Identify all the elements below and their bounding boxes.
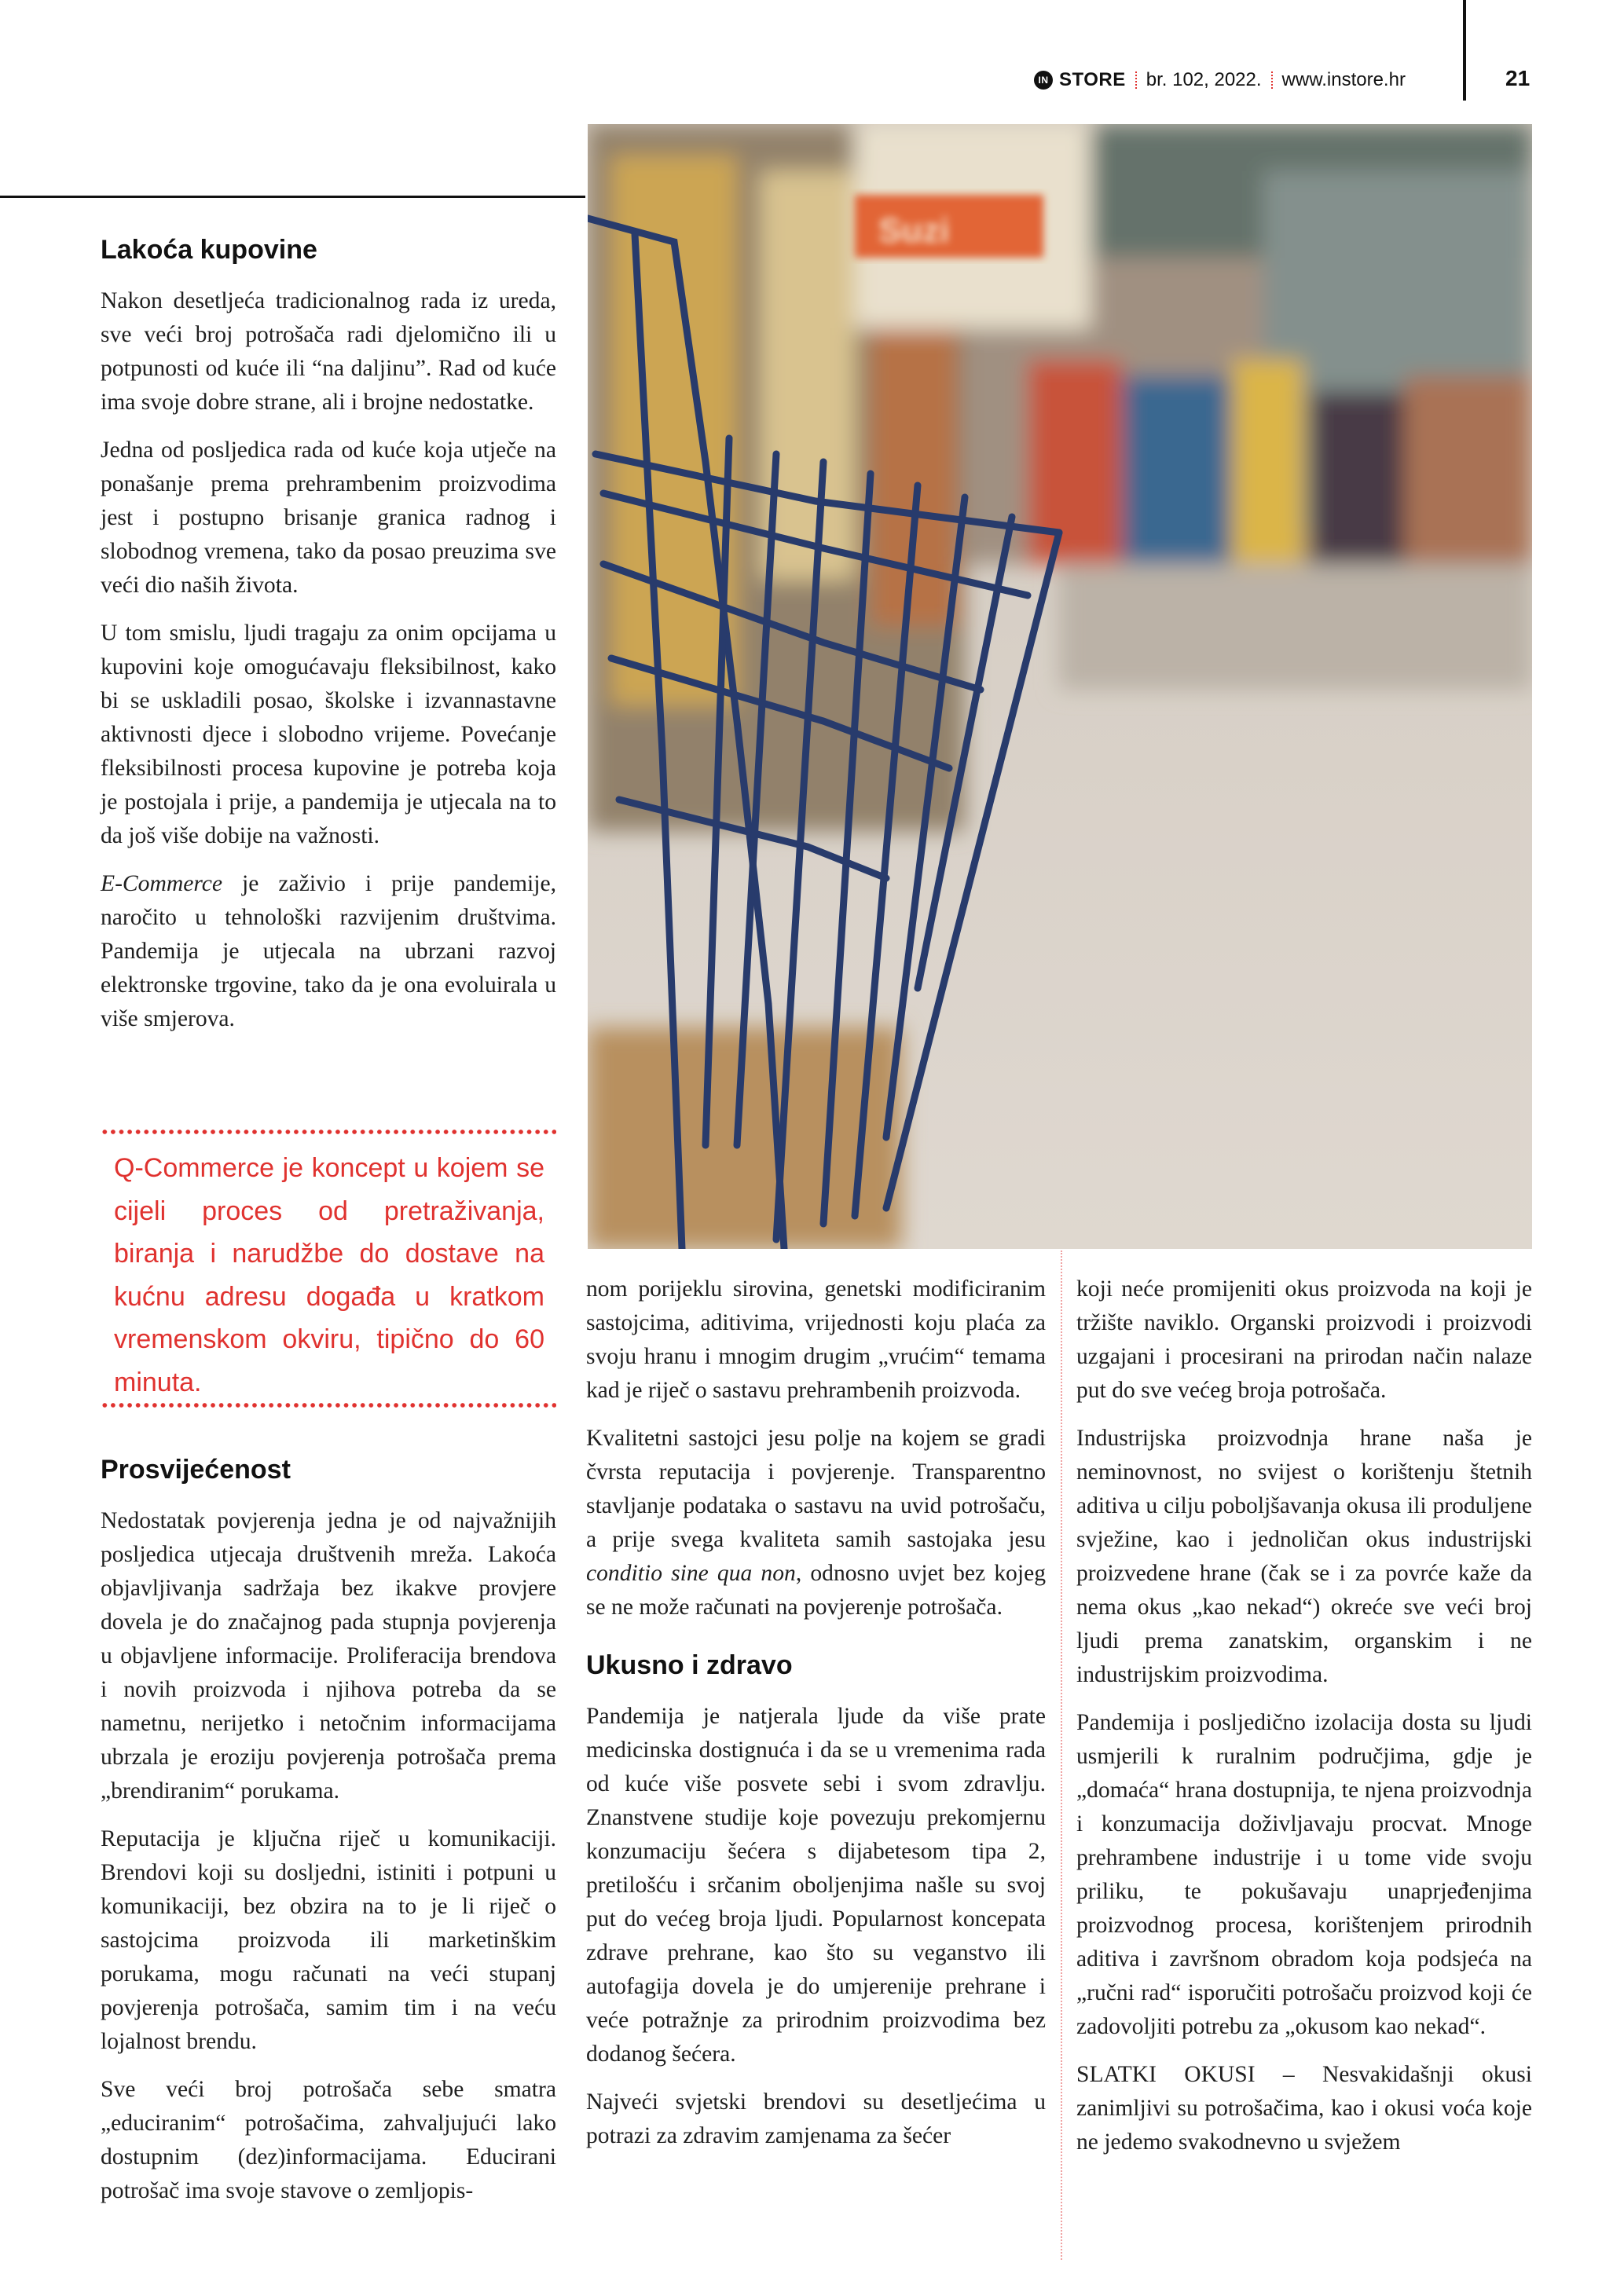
paragraph-text: je zaživio i prije pandemije, naročito u tehnološki razvijenim društvima. Pandemija je utjecala na ubrzani razvoj elektronske trgovine, tako da je ona evoluirala u više smjerova. [101,871,556,1031]
paragraph: Nedostatak povjerenja jedna je od najvažnijih posljedica utjecaja društvenih mreža. Lakoća objavljivanja sadržaja bez ikakve provjere dovela je do značajnog pada stupnja povjerenja u objavljene informacije. Proliferacija brendova i novih proizvoda i njihova potreba da se nametnu, nerijetko i netočnim informacijama ubrzala je eroziju povjerenja potrošača prema „brendiranim“ porukama. [101,1508,556,1803]
paragraph: Pandemija je natjerala ljude da više prate medicinska dostignuća i da se u vremenima rada od kuće više posvete sebi i svom zdravlju. Znanstvene studije koje povezuju prekomjernu konzumaciju šećera s dijabetesom tipa 2, pretilošću i srčanim oboljenjima našle su svoj put do većeg broja ljudi. Popularnost koncepata zdrave prehrane, kao što su veganstvo ili autofagija dovela je do umjerenije prehrane i veće potražnje za prirodnim proizvodima bez dodanog šećera. [586,1704,1046,2067]
page-number: 21 [1505,66,1531,90]
pullquote: Q-Commerce je koncept u kojem se cijeli proces od pretraživanja, biranja i narudžbe do dostave na kućnu adresu događa u kratkom vremenskom okviru, tipično do 60 minuta. [114,1153,544,1397]
paragraph: Nakon desetljeća tradicionalnog rada iz ureda, sve veći broj potrošača radi djelomično ili u potpunosti od kuće ili “na daljinu”. Rad od kuće ima svoje dobre strane, ali i brojne nedostatke. [101,288,556,415]
pullquote-rule-top [101,1130,556,1134]
paragraph: Sve veći broj potrošača sebe smatra „educiranim“ potrošačima, zahvaljujući lako dostupnim (dez)informacijama. Educirani potrošač ima svoje stavove o zemljopis- [101,2077,556,2203]
column-left-bottom [101,1452,556,2208]
paragraph-text: Kvalitetni sastojci jesu polje na kojem se gradi čvrsta reputacija i povjerenje. Transparentno stavljanje podataka o sastavu na uvid potrošaču, a prije svega kvaliteta samih sastojaka jesu [586,1426,1046,1552]
website: www.instore.hr [1281,69,1406,90]
paragraph: nom porijeklu sirovina, genetski modificiranim sastojcima, aditivima, vrijednosti koju plaća za svoju hranu i mnogim drugim „vrućim“ temama kad je riječ o sastavu prehrambenih proizvoda. [586,1276,1046,1403]
paragraph-text: , odnosno uvjet bez kojeg se ne može računati na povjerenje potrošača. [586,1561,1047,1620]
paragraph [586,1422,1046,1624]
shopping-cart-photo [588,124,1532,1249]
header-separator [1135,71,1137,89]
column-right [1076,1273,1532,2159]
paragraph: Industrijska proizvodnja hrane naša je neminovnost, no svijest o korištenju štetnih aditiva u cilju poboljšavanja okusa ili produljene svježine, kao i jednoličan okus industrijski proizvedene hrane (čak se i za povrće kaže da nema okus „kao nekad“) okreće sve veći broj ljudi prema zanatskim, organskim i ne industrijskim proizvodima. [1076,1426,1532,1687]
store-sign-text: Suzi [878,211,950,250]
paragraph: Jedna od posljedica rada od kuće koja utječe na ponašanje prema prehrambenim proizvodima jest i postupno brisanje granica radnog i slobodnog vremena, tako da posao preuzima sve veći dio naših života. [101,438,556,598]
column-divider [1061,1251,1062,2260]
ecommerce-term: E-Commerce [101,871,223,896]
header-separator [1271,71,1273,89]
brand-name: STORE [1059,69,1126,90]
issue-number: br. 102, 2022. [1146,69,1262,90]
section-heading-lakoca: Lakoća kupovine [101,235,317,265]
header-rule [1463,0,1466,101]
section-heading-ukusno: Ukusno i zdravo [586,1650,793,1680]
paragraph: koji neće promijeniti okus proizvoda na koji je tržište naviklo. Organski proizvodi i proizvodi uzgajani i procesirani na prirodan način nalaze put do sve većeg broja potrošača. [1076,1276,1532,1403]
paragraph: SLATKI OKUSI – Nesvakidašnji okusi zanimljivi su potrošačima, kao i okusi voća koje ne jedemo svakodnevno u svježem [1076,2062,1532,2155]
brand [1034,69,1126,91]
instore-logo-icon: IN [1034,71,1053,90]
column-middle [586,1273,1046,2153]
paragraph: Najveći svjetski brendovi su desetljećima u potrazi za zdravim zamjenama za šećer [586,2089,1046,2148]
column-left-top [101,233,556,1036]
paragraph: U tom smislu, ljudi tragaju za onim opcijama u kupovini koje omogućavaju fleksibilnost, kako bi se uskladili posao, školske i izvannastavne aktivnosti djece i slobodno vrijeme. Povećanje fleksibilnosti procesa kupovine je potreba koja je postojala i prije, a pandemija je utjecala na to da još više dobije na važnosti. [101,621,556,848]
paragraph: Pandemija i posljedično izolacija dosta su ljudi usmjerili k ruralnim područjima, gdje je „domaća“ hrana dostupnija, te njena proizvodnja i konzumacija doživljavaju procvat. Mnoge prehrambene industrije i u tome vide svoju priliku, te pokušavaju unaprjeđenjima proizvodnog procesa, korištenjem prirodnih aditiva i završnom obradom koja podsjeća na „ručni rad“ isporučiti potrošaču proizvod koji će zadovoljiti potrebu za „okusom kao nekad“. [1076,1710,1532,2039]
section-heading-prosvijecenost: Prosvijećenost [101,1455,291,1485]
paragraph [101,867,556,1036]
page-header [1034,66,1406,94]
pullquote-rule-bottom [101,1403,556,1408]
paragraph: Reputacija je ključna riječ u komunikaciji. Brendovi koji su dosljedni, istiniti i potpuni u komunikaciji, bez obzira na to je li riječ o sastojcima proizvoda ili marketinškim porukama, mogu računati na veći stupanj povjerenja potrošača, samim tim i na veću lojalnost brendu. [101,1826,556,2054]
section-rule [0,196,585,198]
latin-phrase: conditio sine qua non [586,1561,796,1586]
